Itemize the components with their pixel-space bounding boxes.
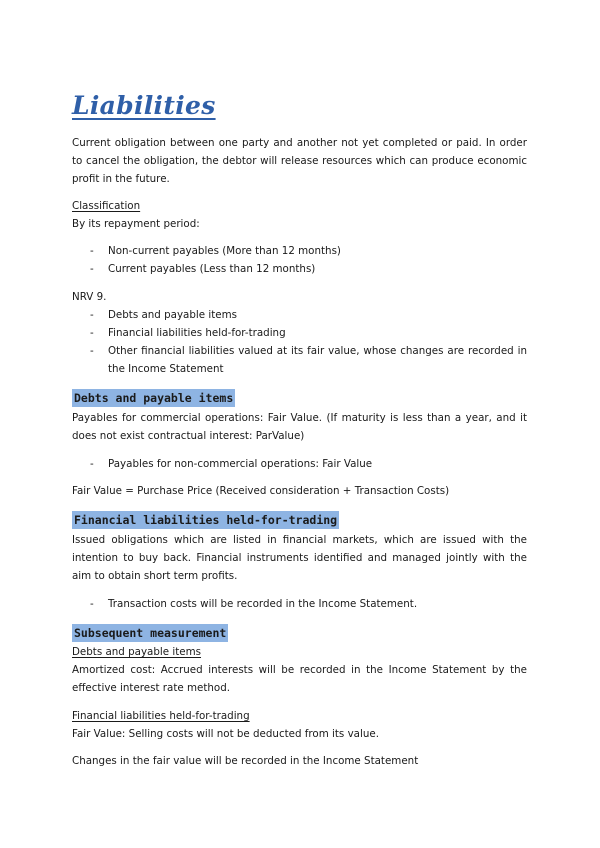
repayment-period-label: By its repayment period:: [72, 218, 200, 230]
list-item: [90, 306, 527, 324]
changes-paragraph: Changes in the fair value will be recorded in the Income Statement: [72, 755, 419, 767]
bullet-dash: -: [90, 598, 94, 610]
bullet-dash: -: [90, 263, 94, 275]
list-item-text: Financial liabilities held-for-trading: [108, 327, 286, 339]
list-item-text: Payables for non-commercial operations: Fair Value: [108, 458, 373, 470]
list-item-text: Other financial liabilities valued at its fair value, whose changes are recorded in the Income Statement: [108, 345, 527, 375]
bullet-dash: -: [90, 309, 94, 321]
section-heading-trading: Financial liabilities held-for-trading: [74, 513, 338, 527]
fair-value-paragraph: Fair Value: Selling costs will not be deducted from its value.: [72, 728, 379, 740]
section-heading-subsequent: Subsequent measurement: [74, 626, 227, 640]
bullet-dash: -: [90, 245, 94, 257]
intro-paragraph: Current obligation between one party and another not yet completed or paid. In order to cancel the obligation, the debtor will release resources which can produce economic profit in the future.: [72, 137, 527, 185]
classification-heading: Classification: [72, 200, 141, 212]
list-item-text: Transaction costs will be recorded in the Income Statement.: [108, 598, 418, 610]
section-heading-debts: Debts and payable items: [74, 391, 234, 405]
list-item: [90, 324, 527, 342]
list-item: [90, 455, 527, 473]
fair-value-formula: Fair Value = Purchase Price (Received consideration + Transaction Costs): [72, 485, 450, 497]
bullet-dash: -: [90, 345, 94, 357]
bullet-dash: -: [90, 458, 94, 470]
bullet-dash: -: [90, 327, 94, 339]
debts-paragraph: Payables for commercial operations: Fair Value. (If maturity is less than a year, and it does not exist contractual interest: ParValue): [72, 412, 527, 442]
nrv-label: NRV 9.: [72, 291, 107, 303]
list-item-text: Debts and payable items: [108, 309, 238, 321]
list-item: [90, 260, 527, 278]
trading-paragraph: Issued obligations which are listed in financial markets, which are issued with the intention to buy back. Financial instruments identified and managed jointly with the aim to obtain short term profits.: [72, 534, 527, 582]
list-item: [90, 242, 527, 260]
amortized-cost-paragraph: Amortized cost: Accrued interests will be recorded in the Income Statement by the effective interest rate method.: [72, 664, 527, 694]
subsection-trading: Financial liabilities held-for-trading: [72, 710, 250, 722]
list-item: [90, 342, 527, 378]
list-item-text: Current payables (Less than 12 months): [108, 263, 316, 275]
subsection-debts: Debts and payable items: [72, 646, 202, 658]
list-item-text: Non-current payables (More than 12 months): [108, 245, 341, 257]
list-item: [90, 595, 527, 613]
page-title: Liabilities: [72, 91, 216, 120]
